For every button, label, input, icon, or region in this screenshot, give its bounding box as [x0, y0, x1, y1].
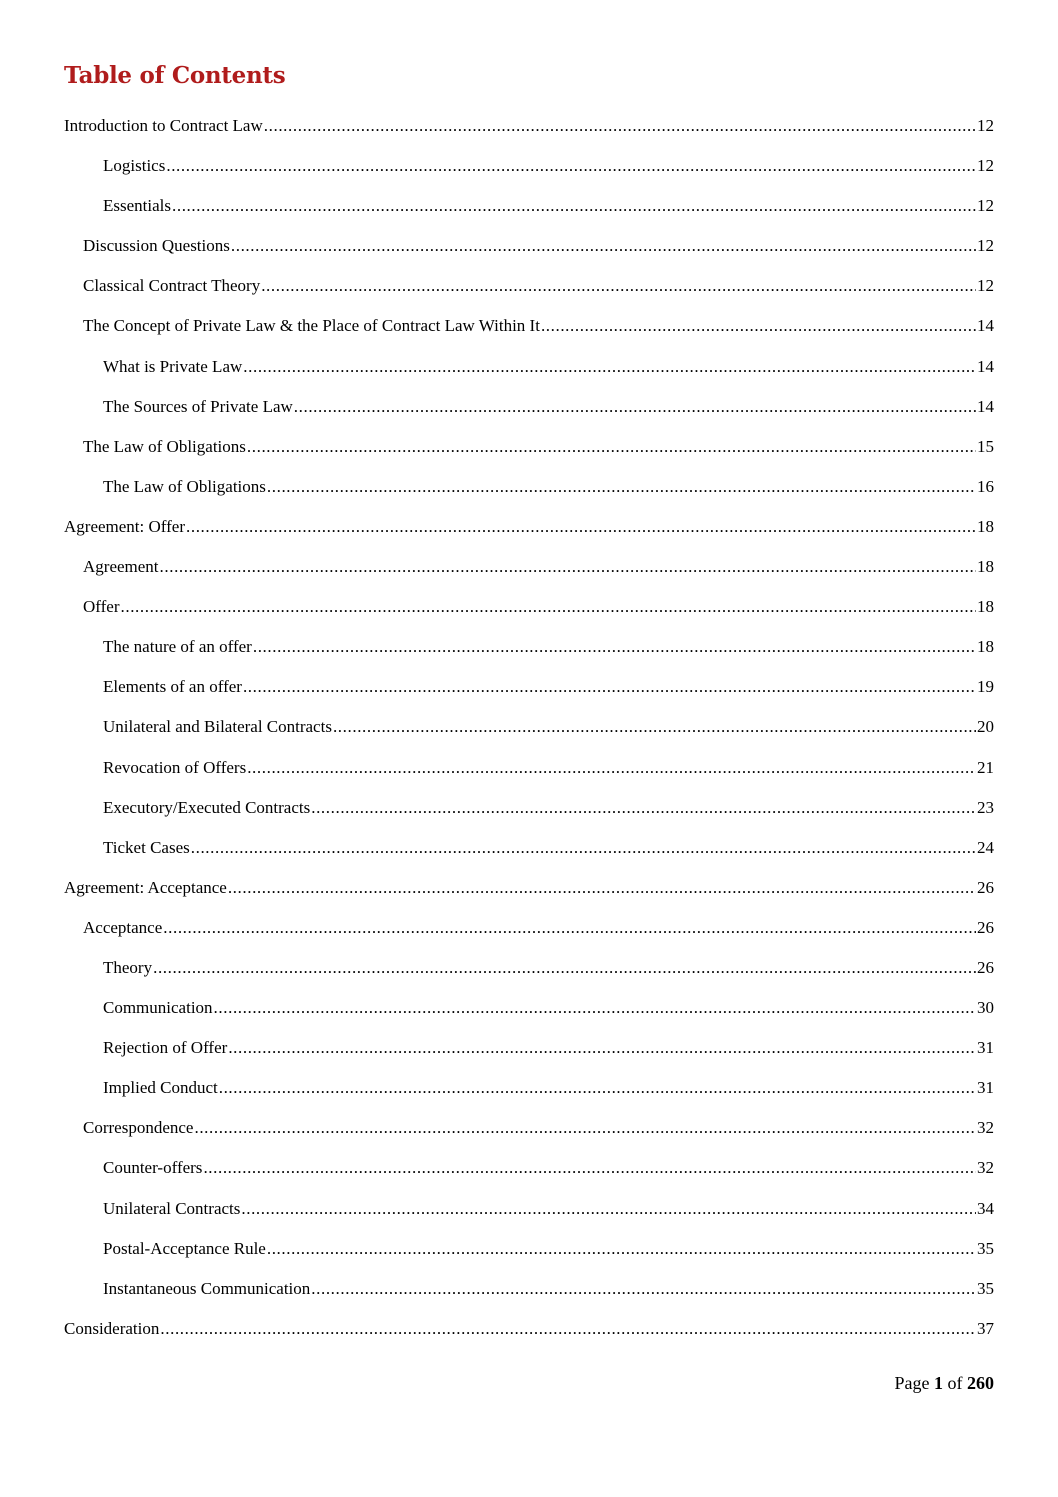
- toc-entry-page-number: 12: [977, 236, 994, 256]
- toc-entry[interactable]: [64, 192, 994, 232]
- toc-entry[interactable]: [64, 112, 994, 152]
- toc-entry-page-number: 32: [977, 1118, 994, 1138]
- toc-dot-leader: [160, 1315, 976, 1343]
- toc-entry[interactable]: [64, 1074, 994, 1114]
- toc-entry-page-number: 14: [977, 316, 994, 336]
- toc-dot-leader: [261, 272, 976, 300]
- toc-entry[interactable]: [64, 1195, 994, 1235]
- toc-dot-leader: [247, 754, 976, 782]
- toc-entry-label: The Law of Obligations: [83, 436, 246, 456]
- toc-entry-label: Unilateral and Bilateral Contracts: [103, 717, 332, 737]
- toc-entry[interactable]: [64, 513, 994, 553]
- toc-entry-label: Postal-Acceptance Rule: [103, 1238, 266, 1258]
- toc-entry-page-number: 14: [977, 396, 994, 416]
- page-label: Page: [894, 1373, 930, 1393]
- toc-dot-leader: [541, 312, 976, 340]
- toc-entry[interactable]: [64, 353, 994, 393]
- toc-entry-label: Agreement: [83, 557, 159, 577]
- page-footer: [895, 1373, 995, 1394]
- toc-entry-label: The Sources of Private Law: [103, 396, 293, 416]
- toc-dot-leader: [241, 1195, 976, 1223]
- toc-entry-page-number: 18: [977, 637, 994, 657]
- toc-dot-leader: [267, 1235, 976, 1263]
- toc-entry-label: Elements of an offer: [103, 677, 242, 697]
- toc-entry-page-number: 26: [977, 957, 994, 977]
- toc-entry-page-number: 37: [977, 1318, 994, 1338]
- toc-entry-page-number: 18: [977, 557, 994, 577]
- toc-list: [64, 112, 994, 1355]
- toc-entry-page-number: 12: [977, 196, 994, 216]
- toc-entry-label: Consideration: [64, 1318, 160, 1338]
- toc-entry-page-number: 20: [977, 717, 994, 737]
- toc-dot-leader: [214, 994, 976, 1022]
- toc-entry-label: Executory/Executed Contracts: [103, 797, 311, 817]
- toc-entry[interactable]: [64, 1154, 994, 1194]
- toc-entry[interactable]: [64, 794, 994, 834]
- toc-entry-label: Unilateral Contracts: [103, 1198, 241, 1218]
- toc-dot-leader: [311, 794, 976, 822]
- toc-entry[interactable]: [64, 633, 994, 673]
- toc-entry-label: Counter-offers: [103, 1158, 203, 1178]
- toc-entry-label: Introduction to Contract Law: [64, 116, 263, 135]
- toc-entry-label: Agreement: Acceptance: [64, 877, 227, 897]
- toc-entry[interactable]: [64, 914, 994, 954]
- toc-dot-leader: [228, 874, 976, 902]
- toc-dot-leader: [163, 914, 976, 942]
- toc-dot-leader: [231, 232, 976, 260]
- toc-dot-leader: [333, 713, 976, 741]
- toc-dot-leader: [219, 1074, 976, 1102]
- toc-dot-leader: [247, 433, 976, 461]
- toc-entry-page-number: 34: [977, 1198, 994, 1218]
- toc-entry-label: Essentials: [103, 196, 171, 216]
- toc-entry[interactable]: [64, 1114, 994, 1154]
- toc-title: Table of Contents: [64, 62, 286, 89]
- toc-dot-leader: [121, 593, 977, 621]
- toc-entry[interactable]: [64, 433, 994, 473]
- toc-entry-label: The Law of Obligations: [103, 476, 266, 496]
- toc-entry-page-number: 30: [977, 998, 994, 1018]
- toc-entry-page-number: 16: [977, 476, 994, 496]
- toc-entry-label: Correspondence: [83, 1118, 194, 1138]
- toc-entry-page-number: 21: [977, 757, 994, 777]
- toc-dot-leader: [160, 553, 976, 581]
- toc-dot-leader: [243, 353, 976, 381]
- toc-entry-page-number: 12: [977, 276, 994, 296]
- toc-dot-leader: [253, 633, 976, 661]
- toc-entry-label: Logistics: [103, 156, 166, 176]
- toc-entry-label: Offer: [83, 597, 120, 617]
- toc-entry-label: Communication: [103, 998, 213, 1018]
- toc-entry[interactable]: [64, 393, 994, 433]
- page-of: of: [947, 1373, 963, 1393]
- toc-entry-label: What is Private Law: [103, 356, 243, 376]
- toc-entry-page-number: 24: [977, 837, 994, 857]
- toc-entry[interactable]: [64, 553, 994, 593]
- toc-entry-label: Agreement: Offer: [64, 516, 185, 536]
- toc-entry[interactable]: [64, 874, 994, 914]
- toc-entry[interactable]: [64, 994, 994, 1034]
- toc-entry[interactable]: [64, 673, 994, 713]
- toc-entry-page-number: 18: [977, 597, 994, 617]
- toc-dot-leader: [267, 473, 976, 501]
- toc-entry[interactable]: [64, 272, 994, 312]
- toc-entry-page-number: 26: [977, 877, 994, 897]
- toc-entry-page-number: 26: [977, 917, 994, 937]
- toc-entry[interactable]: [64, 713, 994, 753]
- toc-entry-label: Discussion Questions: [83, 236, 230, 256]
- toc-entry[interactable]: [64, 232, 994, 272]
- toc-entry-page-number: 31: [977, 1038, 994, 1058]
- toc-dot-leader: [264, 112, 976, 140]
- toc-entry[interactable]: [64, 152, 994, 192]
- toc-dot-leader: [172, 192, 976, 220]
- toc-entry-label: The Concept of Private Law & the Place of Contract Law Within It: [83, 316, 540, 336]
- toc-entry-page-number: 15: [977, 436, 994, 456]
- toc-entry[interactable]: [64, 954, 994, 994]
- toc-entry-page-number: 35: [977, 1238, 994, 1258]
- toc-entry[interactable]: [64, 1034, 994, 1074]
- toc-dot-leader: [191, 834, 976, 862]
- toc-entry-label: Ticket Cases: [103, 837, 190, 857]
- toc-entry-label: The nature of an offer: [103, 637, 252, 657]
- toc-entry-label: Rejection of Offer: [103, 1038, 228, 1058]
- toc-dot-leader: [243, 673, 976, 701]
- toc-entry-page-number: 32: [977, 1158, 994, 1178]
- toc-dot-leader: [228, 1034, 976, 1062]
- toc-entry-page-number: 14: [977, 356, 994, 376]
- toc-entry-label: Theory: [103, 957, 153, 977]
- toc-dot-leader: [203, 1154, 976, 1182]
- toc-entry-label: Classical Contract Theory: [83, 276, 261, 296]
- toc-entry-page-number: 12: [977, 156, 994, 176]
- toc-entry-label: Acceptance: [83, 917, 163, 937]
- toc-entry-page-number: 12: [977, 116, 994, 135]
- toc-entry[interactable]: [64, 1235, 994, 1275]
- toc-entry-label: Implied Conduct: [103, 1078, 218, 1098]
- toc-entry-page-number: 31: [977, 1078, 994, 1098]
- page-total: 260: [967, 1373, 994, 1393]
- page-current: 1: [934, 1373, 943, 1393]
- toc-dot-leader: [311, 1275, 976, 1303]
- toc-entry-page-number: 23: [977, 797, 994, 817]
- toc-dot-leader: [166, 152, 976, 180]
- toc-entry[interactable]: [64, 834, 994, 874]
- toc-entry[interactable]: [64, 1315, 994, 1355]
- toc-entry-page-number: 19: [977, 677, 994, 697]
- toc-entry-label: Revocation of Offers: [103, 757, 247, 777]
- toc-entry[interactable]: [64, 593, 994, 633]
- toc-entry-label: Instantaneous Communication: [103, 1278, 311, 1298]
- toc-entry-page-number: 35: [977, 1278, 994, 1298]
- toc-dot-leader: [153, 954, 976, 982]
- toc-entry[interactable]: [64, 312, 994, 352]
- toc-dot-leader: [194, 1114, 976, 1142]
- toc-entry-page-number: 18: [977, 516, 994, 536]
- toc-dot-leader: [294, 393, 976, 421]
- toc-entry[interactable]: [64, 1275, 994, 1315]
- toc-entry[interactable]: [64, 754, 994, 794]
- toc-entry[interactable]: [64, 473, 994, 513]
- toc-dot-leader: [186, 513, 976, 541]
